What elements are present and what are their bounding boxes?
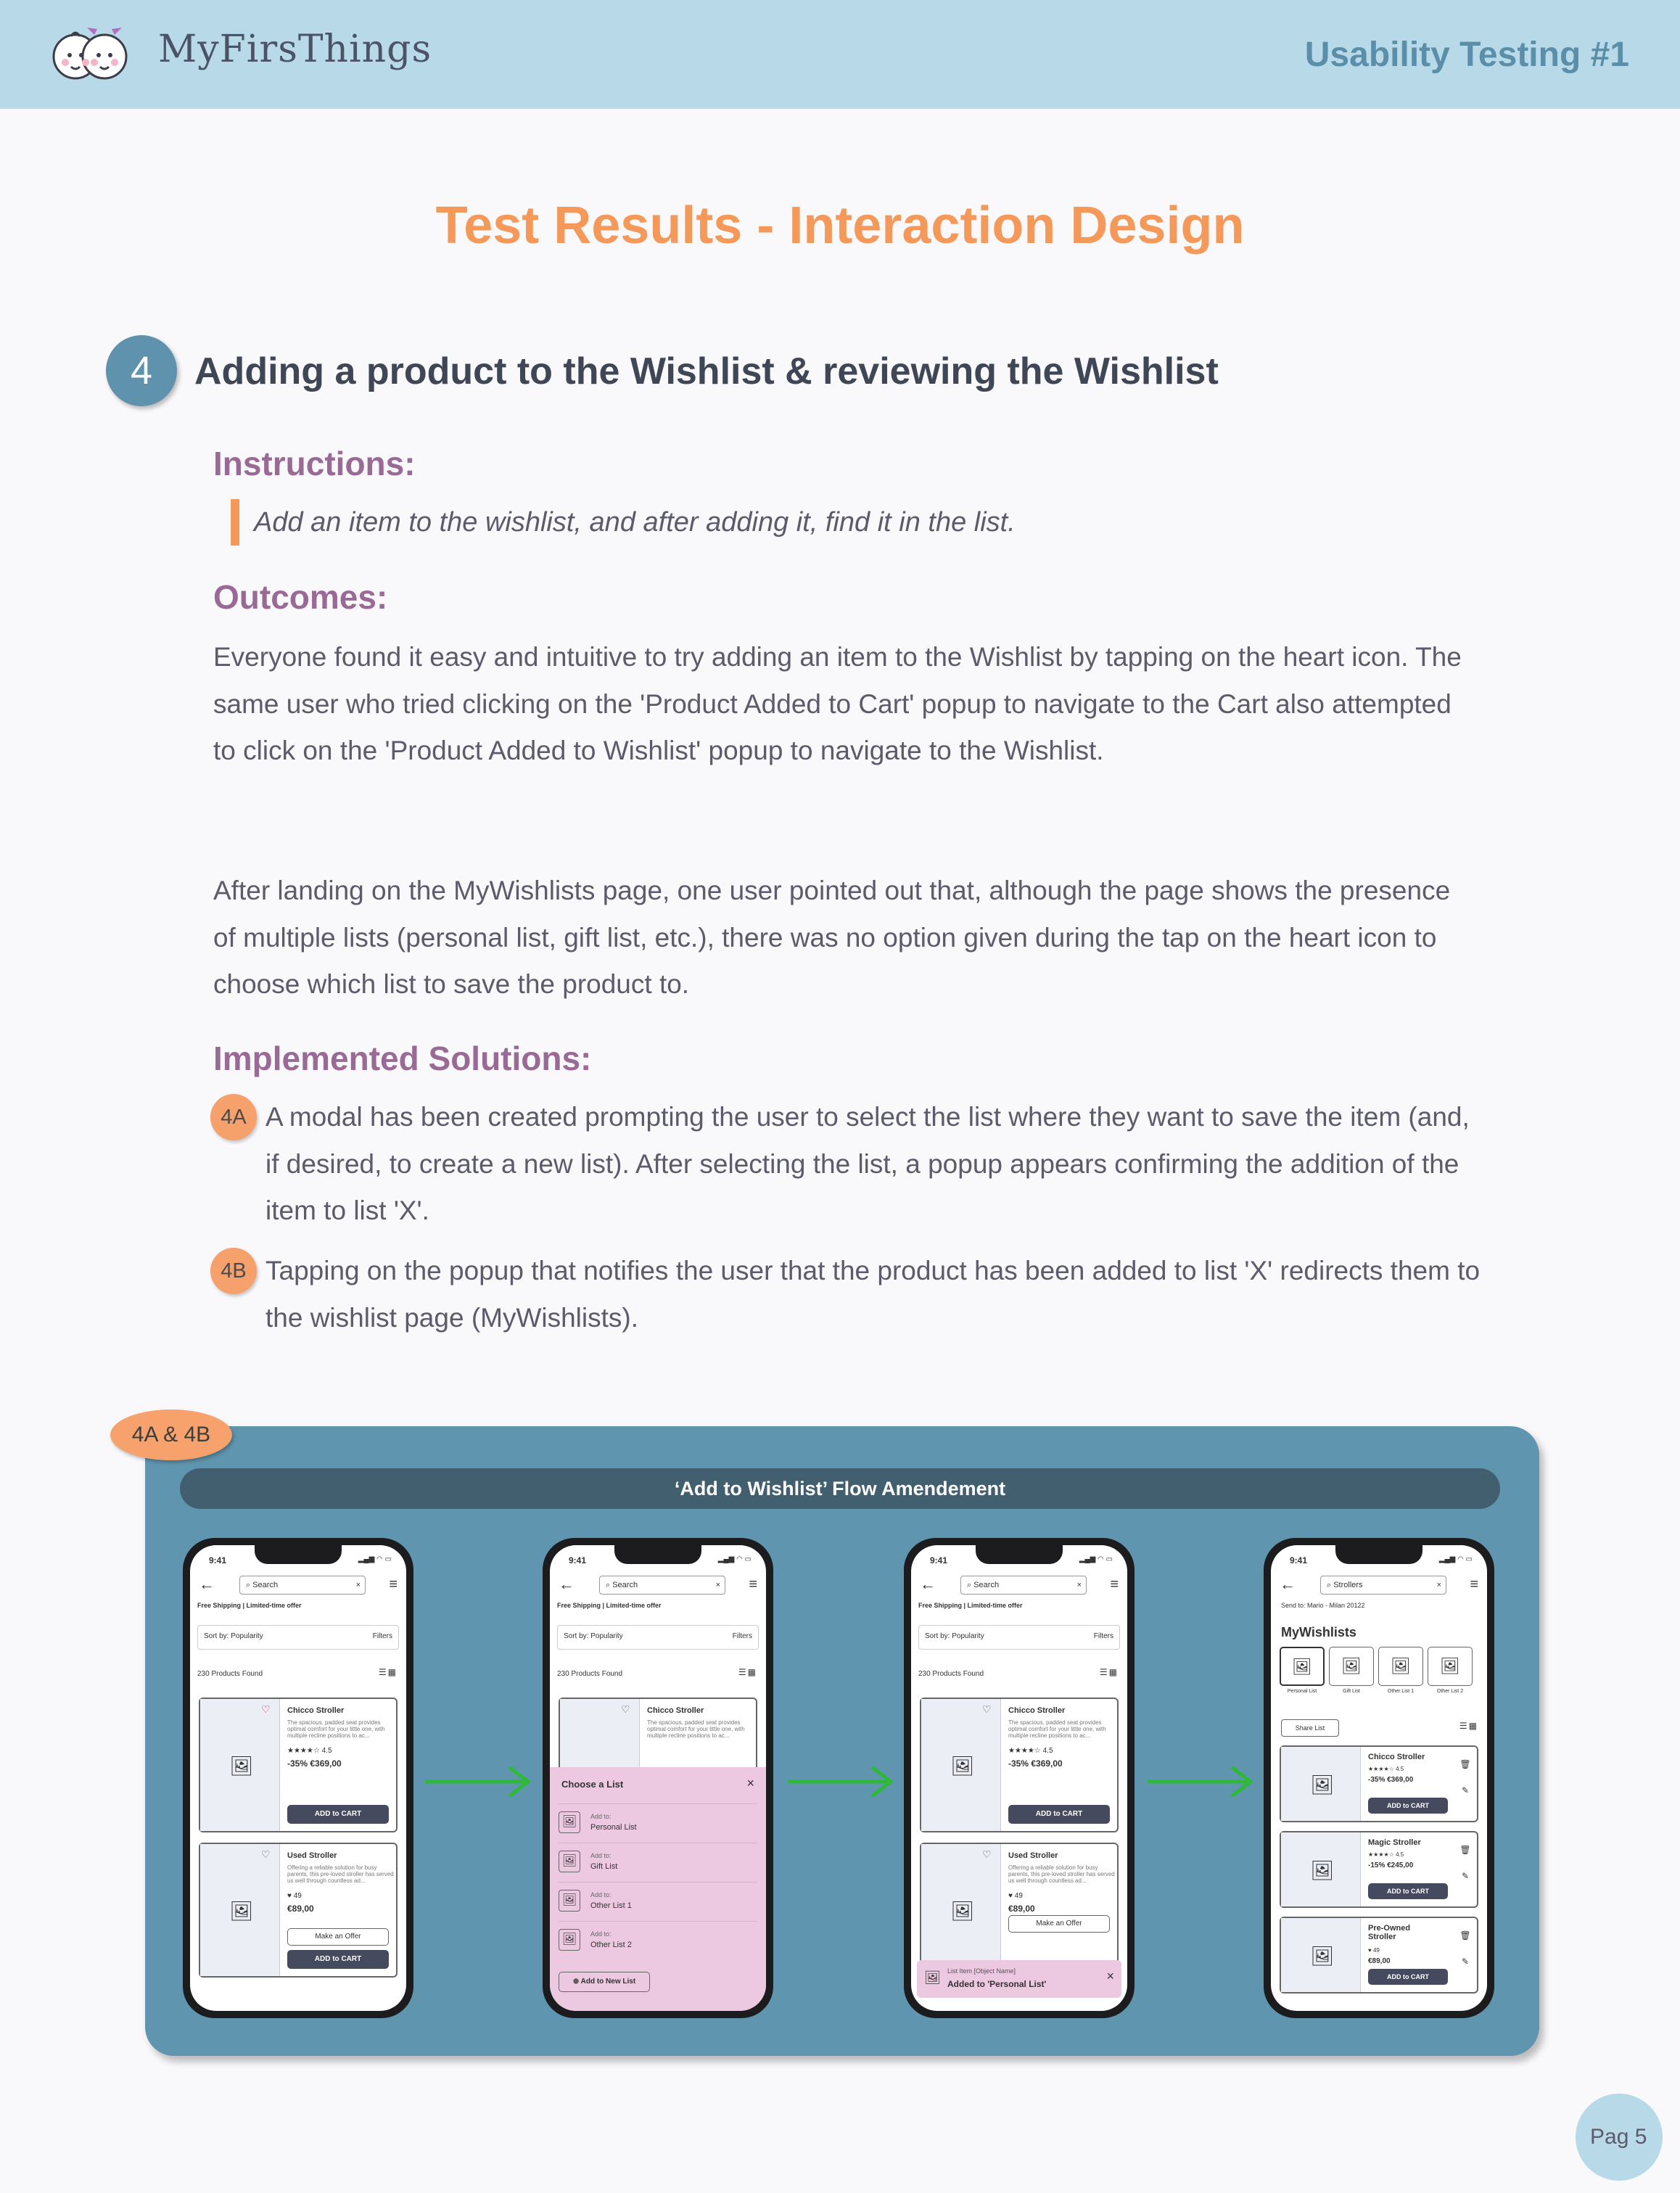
trash-icon[interactable]: 🗑 — [1459, 1930, 1471, 1941]
search-bar — [190, 1574, 406, 1595]
product-name: Chicco Stroller — [1368, 1753, 1425, 1761]
image-placeholder-icon: 🖼 — [950, 1900, 975, 1922]
status-time: 9:41 — [209, 1555, 227, 1565]
list-option-personal[interactable] — [559, 1803, 757, 1840]
brand-name: MyFirsThings — [158, 28, 432, 71]
search-input[interactable]: ⌕ Search × — [599, 1576, 725, 1595]
instructions-quote: Add an item to the wishlist, and after adding it, find it in the list. — [231, 499, 1464, 546]
add-to-cart-button[interactable]: ADD to CART — [1368, 1969, 1448, 1985]
product-card[interactable] — [199, 1843, 398, 1978]
add-to-label: Add to: — [590, 1930, 612, 1938]
search-input[interactable]: ⌕ Search × — [960, 1576, 1087, 1595]
close-icon[interactable]: × — [746, 1776, 754, 1790]
solution-badge-4b: 4B — [210, 1248, 257, 1294]
image-placeholder-icon: 🖼 — [924, 1970, 941, 1985]
filters-button[interactable]: Filters — [732, 1632, 752, 1640]
image-placeholder-icon: 🖼 — [1310, 1774, 1335, 1795]
add-to-cart-button[interactable]: ADD to CART — [1368, 1798, 1448, 1814]
toast-message: Added to 'Personal List' — [947, 1979, 1047, 1989]
product-description: Offering a reliable solution for busy parents, this pre-loved stroller has served us well through countless ad... — [287, 1864, 394, 1884]
image-placeholder-icon: 🖼 — [1378, 1647, 1423, 1686]
hamburger-menu-icon[interactable]: ≡ — [389, 1576, 398, 1592]
tab-gift-list[interactable] — [1329, 1647, 1374, 1698]
clear-icon[interactable]: × — [1076, 1581, 1082, 1589]
solution-text-4a: A modal has been created prompting the user to select the list where they want to save the item (and, if desired, to create a new list). After selecting the list, a popup appears confirming the addition of the item to list 'X'. — [265, 1102, 1470, 1225]
sort-dropdown[interactable]: Sort by: Popularity — [925, 1632, 984, 1640]
tab-label: Other List 2 — [1436, 1689, 1464, 1694]
shipping-banner: Free Shipping | Limited-time offer — [918, 1602, 1023, 1609]
modal-title: Choose a List — [561, 1779, 624, 1790]
search-text: Search — [973, 1581, 1000, 1589]
trash-icon[interactable]: 🗑 — [1459, 1759, 1471, 1769]
sort-dropdown[interactable]: Sort by: Popularity — [564, 1632, 623, 1640]
flow-title-bar: ‘Add to Wishlist’ Flow Amendement — [180, 1468, 1500, 1509]
back-arrow-icon[interactable]: ← — [920, 1575, 936, 1593]
page-title: Test Results - Interaction Design — [435, 197, 1245, 255]
shipping-banner: Free Shipping | Limited-time offer — [197, 1602, 302, 1609]
list-option-other-2[interactable] — [559, 1921, 757, 1957]
back-arrow-icon[interactable]: ← — [559, 1575, 575, 1593]
trash-icon[interactable]: 🗑 — [1459, 1845, 1471, 1855]
hamburger-menu-icon[interactable]: ≡ — [1110, 1576, 1119, 1592]
added-to-list-toast[interactable] — [917, 1960, 1121, 1998]
page-number: Pag 5 — [1576, 2094, 1663, 2181]
phone-notch — [255, 1545, 342, 1564]
flow-arrow-icon — [425, 1761, 534, 1802]
status-time: 9:41 — [1290, 1555, 1308, 1565]
add-new-list-button[interactable]: ⊕ Add to New List — [559, 1972, 650, 1992]
product-card[interactable] — [920, 1698, 1119, 1832]
product-image — [1281, 1918, 1361, 1992]
sort-filter-row — [557, 1625, 759, 1650]
back-arrow-icon[interactable]: ← — [199, 1575, 215, 1593]
share-list-button[interactable]: Share List — [1281, 1719, 1339, 1737]
item-actions — [1458, 1837, 1473, 1889]
search-input[interactable]: ⌕ Search × — [239, 1576, 366, 1595]
close-icon[interactable]: × — [1106, 1969, 1114, 1983]
make-offer-button[interactable]: Make an Offer — [1008, 1915, 1110, 1933]
section-number: 4 — [106, 335, 177, 406]
tab-label: Personal List — [1287, 1689, 1317, 1694]
status-icons: ▂▄▆ ◠ ▭ — [1438, 1555, 1473, 1563]
phone-screen — [1271, 1545, 1487, 2011]
list-name: Other List 2 — [590, 1941, 632, 1949]
image-placeholder-icon: 🖼 — [559, 1851, 580, 1872]
product-likes: ♥ 49 — [287, 1892, 302, 1900]
sort-filter-row — [918, 1625, 1120, 1650]
add-new-list-label: Add to New List — [580, 1978, 636, 1986]
solution-badge-4a: 4A — [210, 1094, 257, 1140]
document-title: Usability Testing #1 — [1304, 36, 1629, 74]
product-likes: ♥ 49 — [1008, 1892, 1023, 1900]
back-arrow-icon[interactable]: ← — [1280, 1575, 1296, 1593]
flow-tag: 4A & 4B — [110, 1410, 232, 1460]
image-placeholder-icon: 🖼 — [1329, 1647, 1374, 1686]
product-name: Chicco Stroller — [1008, 1706, 1066, 1715]
status-time: 9:41 — [569, 1555, 587, 1565]
outcomes-paragraph-1: Everyone found it easy and intuitive to try adding an item to the Wishlist by tapping on the heart icon. The same user who tried clicking on the 'Product Added to Cart' popup to navigate to the Cart also attempted to click on the 'Product Added to Wishlist' popup to navigate to the Wishlist. — [213, 642, 1462, 765]
item-actions — [1458, 1751, 1473, 1803]
add-to-cart-button[interactable]: ADD to CART — [1368, 1883, 1448, 1899]
product-name: Chicco Stroller — [287, 1706, 345, 1715]
phone-mockup-mywishlists — [1264, 1538, 1494, 2018]
wishlist-item[interactable] — [1280, 1745, 1478, 1822]
image-placeholder-icon: 🖼 — [559, 1811, 580, 1833]
product-name: Chicco Stroller — [647, 1706, 704, 1715]
make-offer-button[interactable]: Make an Offer — [287, 1928, 389, 1946]
wishlist-item[interactable] — [1280, 1831, 1478, 1908]
tab-other-list-2[interactable] — [1428, 1647, 1473, 1698]
product-name: Used Stroller — [287, 1851, 337, 1860]
heart-icon[interactable]: ♡ — [261, 1848, 271, 1860]
status-time: 9:41 — [930, 1555, 948, 1565]
edit-icon[interactable]: ✎ — [1461, 1871, 1470, 1881]
phone-screen — [190, 1545, 406, 2011]
add-to-label: Add to: — [590, 1852, 612, 1859]
image-placeholder-icon: 🖼 — [1280, 1647, 1325, 1686]
list-name: Other List 1 — [590, 1901, 632, 1910]
edit-icon[interactable]: ✎ — [1461, 1957, 1470, 1967]
tab-label: Gift List — [1343, 1689, 1360, 1694]
list-name: Personal List — [590, 1823, 637, 1832]
product-rating: ★★★★☆ 4.5 — [287, 1747, 332, 1755]
product-description: The spacious, padded seat provides optimal comfort for your little one, with multiple recline positions to ac... — [287, 1719, 385, 1739]
hamburger-menu-icon[interactable]: ≡ — [1470, 1576, 1478, 1592]
product-description: Offering a reliable solution for busy parents, this pre-loved stroller has served us well through countless ad... — [1008, 1864, 1115, 1884]
send-to-address: Send to: Mario - Milan 20122 — [1281, 1602, 1365, 1609]
list-name: Gift List — [590, 1862, 618, 1871]
add-to-label: Add to: — [590, 1891, 612, 1898]
product-price: -35% €369,00 — [287, 1758, 342, 1769]
view-toggle-icon[interactable]: ☰▦ — [378, 1667, 398, 1677]
product-rating: ★★★★☆ 4.5 — [1008, 1747, 1053, 1755]
tab-label: Other List 1 — [1387, 1689, 1415, 1694]
phone-notch — [614, 1545, 701, 1564]
flow-arrow-icon — [788, 1761, 897, 1802]
image-placeholder-icon: 🖼 — [559, 1929, 580, 1951]
search-text: Strollers — [1333, 1581, 1363, 1589]
phone-mockup-added-toast — [904, 1538, 1135, 2018]
search-input[interactable]: ⌕ Strollers × — [1320, 1576, 1446, 1595]
product-description: The spacious, padded seat provides optimal comfort for your little one, with multiple recline positions to ac... — [647, 1719, 745, 1739]
view-toggle-icon[interactable]: ☰▦ — [1459, 1721, 1478, 1731]
product-image — [200, 1844, 280, 1976]
clear-icon[interactable]: × — [1436, 1581, 1441, 1589]
product-image — [1281, 1832, 1361, 1906]
shipping-banner: Free Shipping | Limited-time offer — [557, 1602, 662, 1609]
products-found: 230 Products Found — [557, 1670, 623, 1678]
solution-text-4b: Tapping on the popup that notifies the user that the product has been added to list 'X' redirects them to the wishlist page (MyWishlists). — [265, 1256, 1481, 1333]
sort-dropdown[interactable]: Sort by: Popularity — [204, 1632, 263, 1640]
image-placeholder-icon: 🖼 — [559, 1890, 580, 1912]
product-description: The spacious, padded seat provides optimal comfort for your little one, with multiple recline positions to ac... — [1008, 1719, 1106, 1739]
wishlist-item[interactable] — [1280, 1917, 1478, 1994]
image-placeholder-icon: 🖼 — [229, 1755, 254, 1777]
tab-personal-list[interactable] — [1280, 1647, 1325, 1698]
search-bar — [1271, 1574, 1487, 1595]
product-rating: ★★★★☆ 4.5 — [1368, 1851, 1404, 1858]
product-card[interactable] — [199, 1698, 398, 1832]
image-placeholder-icon: 🖼 — [1310, 1859, 1335, 1881]
outcomes-heading: Outcomes: — [213, 578, 388, 616]
product-price: -35% €369,00 — [1368, 1776, 1414, 1784]
add-to-label: Add to: — [590, 1813, 612, 1820]
outcomes-paragraph-2: After landing on the MyWishlists page, one user pointed out that, although the page shows the presence of multiple lists (personal list, gift list, etc.), there was no option given during the tap on the heart icon to choose which list to save the product to. — [213, 876, 1451, 999]
product-card[interactable] — [920, 1843, 1119, 1978]
product-price: €89,00 — [287, 1904, 314, 1914]
status-icons: ▂▄▆ ◠ ▭ — [717, 1555, 752, 1563]
search-text: Search — [612, 1581, 638, 1589]
solutions-heading: Implemented Solutions: — [213, 1040, 592, 1077]
image-placeholder-icon: 🖼 — [1428, 1647, 1473, 1686]
product-rating: ★★★★☆ 4.5 — [1368, 1766, 1404, 1772]
product-name: Magic Stroller — [1368, 1838, 1421, 1847]
product-image — [921, 1844, 1001, 1976]
phone-mockup-product-list — [183, 1538, 413, 2018]
filters-button[interactable]: Filters — [372, 1632, 392, 1640]
edit-icon[interactable]: ✎ — [1461, 1785, 1470, 1795]
product-image — [921, 1699, 1001, 1831]
heart-icon[interactable]: ♡ — [982, 1848, 992, 1860]
image-placeholder-icon: 🖼 — [229, 1900, 254, 1922]
status-icons: ▂▄▆ ◠ ▭ — [358, 1555, 392, 1563]
product-price: -35% €369,00 — [1008, 1758, 1063, 1769]
product-price: €89,00 — [1368, 1957, 1391, 1965]
heart-icon[interactable]: ♡ — [261, 1703, 271, 1715]
phone-notch — [976, 1545, 1063, 1564]
heart-icon[interactable]: ♡ — [621, 1703, 630, 1715]
view-toggle-icon[interactable]: ☰▦ — [1099, 1667, 1119, 1677]
products-found: 230 Products Found — [197, 1670, 263, 1678]
sort-filter-row — [197, 1625, 399, 1650]
filters-button[interactable]: Filters — [1093, 1632, 1113, 1640]
phone-mockup-choose-list — [543, 1538, 773, 2018]
product-price: -15% €245,00 — [1368, 1861, 1414, 1869]
tab-other-list-1[interactable] — [1378, 1647, 1423, 1698]
products-found: 230 Products Found — [918, 1670, 984, 1678]
image-placeholder-icon: 🖼 — [1310, 1945, 1335, 1967]
section-title: Adding a product to the Wishlist & reviewing the Wishlist — [194, 350, 1219, 392]
wishlist-tabs — [1280, 1647, 1478, 1699]
toast-item-name: List Item [Object Name] — [947, 1967, 1016, 1975]
add-to-cart-button[interactable]: ADD to CART — [287, 1950, 389, 1969]
header-bar — [0, 0, 1680, 109]
list-option-gift[interactable] — [559, 1843, 757, 1879]
choose-list-modal — [550, 1767, 766, 2011]
search-text: Search — [252, 1581, 279, 1589]
product-name: Used Stroller — [1008, 1851, 1058, 1860]
add-to-cart-button[interactable]: ADD to CART — [1008, 1805, 1110, 1824]
status-icons: ▂▄▆ ◠ ▭ — [1079, 1555, 1113, 1563]
product-name: Pre-Owned Stroller — [1368, 1924, 1411, 1941]
add-to-cart-button[interactable]: ADD to CART — [287, 1805, 389, 1824]
search-bar — [550, 1574, 766, 1595]
clear-icon[interactable]: × — [355, 1581, 361, 1589]
product-price: €89,00 — [1008, 1904, 1035, 1914]
wishlists-title: MyWishlists — [1281, 1625, 1356, 1639]
list-option-other-1[interactable] — [559, 1882, 757, 1918]
search-bar — [911, 1574, 1127, 1595]
heart-icon[interactable]: ♡ — [982, 1703, 992, 1715]
baby-faces-logo-icon — [49, 19, 131, 89]
product-likes: ♥ 49 — [1368, 1947, 1380, 1954]
product-image — [1281, 1747, 1361, 1821]
product-image — [200, 1699, 280, 1831]
hamburger-menu-icon[interactable]: ≡ — [749, 1576, 757, 1592]
phone-screen — [550, 1545, 766, 2011]
phone-screen — [911, 1545, 1127, 2011]
flow-arrow-icon — [1148, 1761, 1256, 1802]
view-toggle-icon[interactable]: ☰▦ — [738, 1667, 757, 1677]
phone-notch — [1335, 1545, 1422, 1564]
instructions-heading: Instructions: — [213, 445, 416, 482]
clear-icon[interactable]: × — [715, 1581, 720, 1589]
image-placeholder-icon: 🖼 — [950, 1755, 975, 1777]
item-actions — [1458, 1922, 1473, 1975]
